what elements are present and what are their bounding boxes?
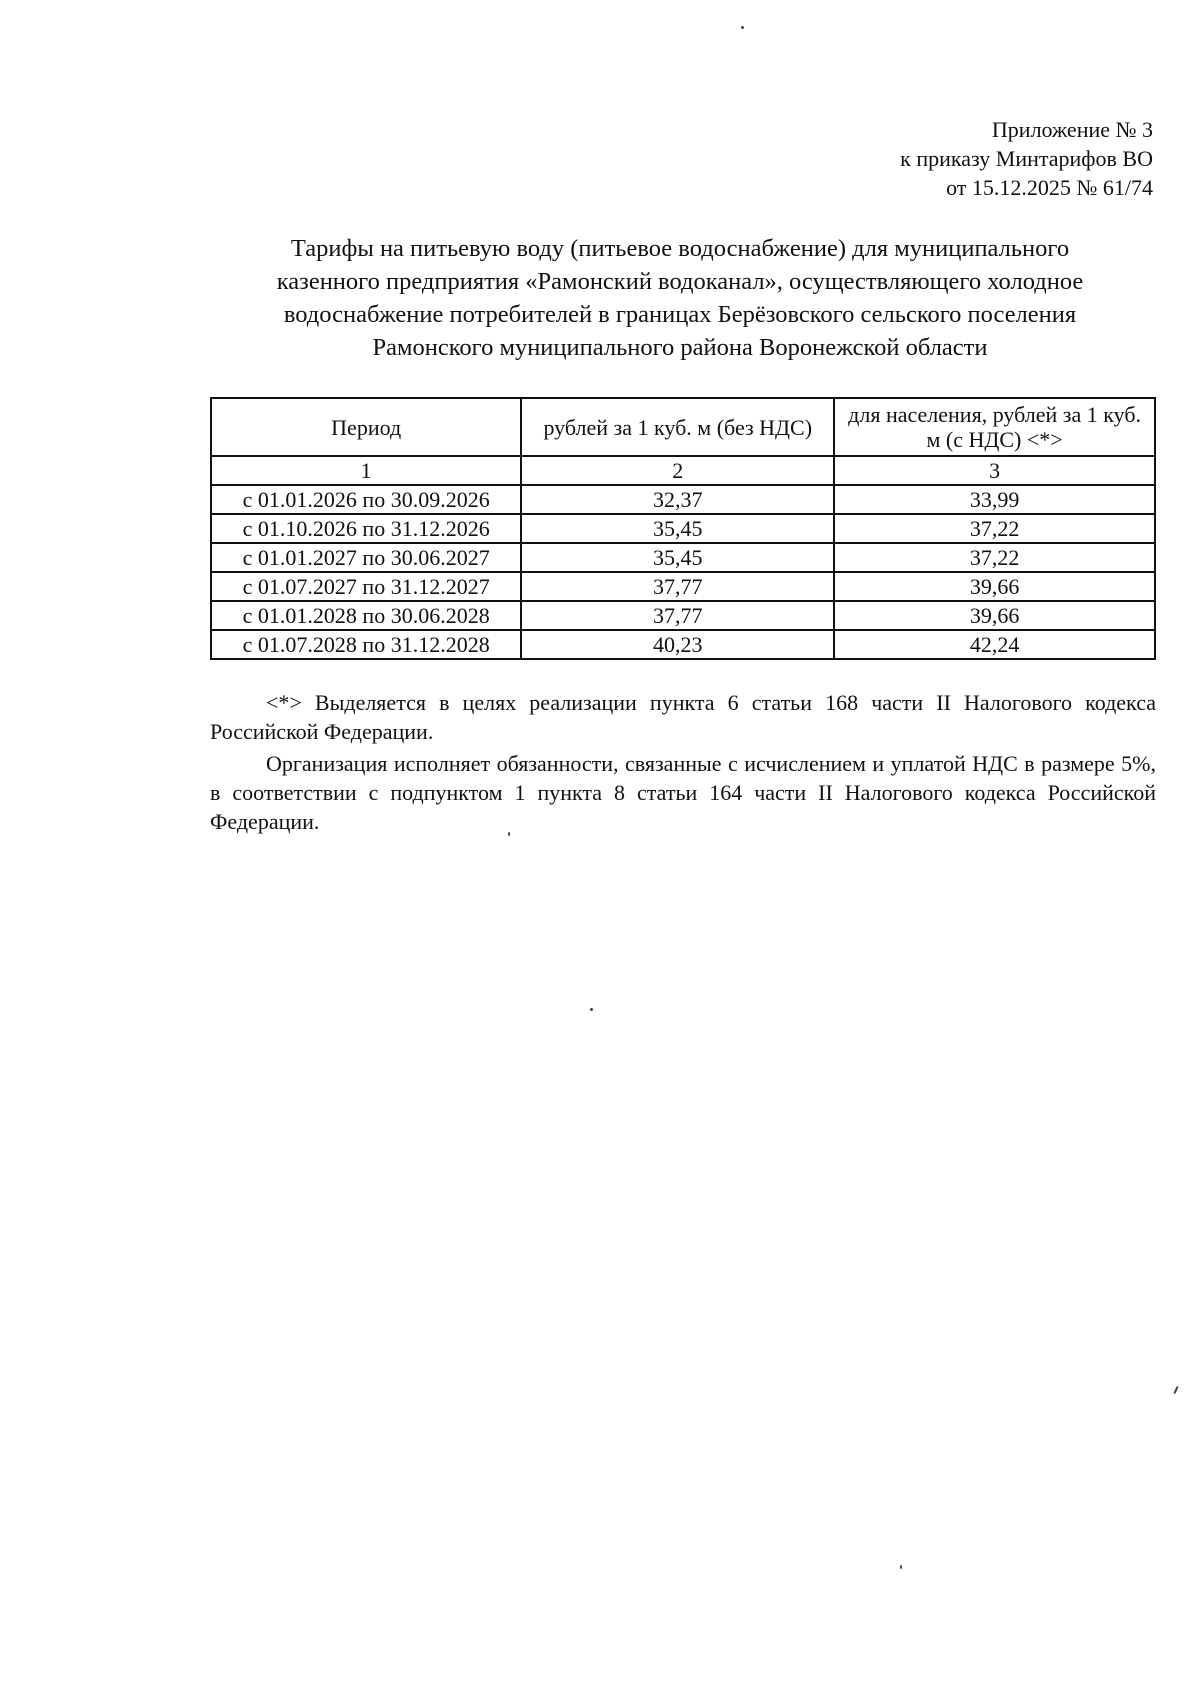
table-row bbox=[211, 572, 1155, 601]
title-line: водоснабжение потребителей в границах Берёзовского сельского поселения bbox=[283, 301, 1077, 328]
notes bbox=[210, 688, 1156, 839]
cell-period: с 01.10.2026 по 31.12.2026 bbox=[211, 514, 521, 543]
vat-note: Организация исполняет обязанности, связанные с исчислением и уплатой НДС в размере 5%, в соответствии с подпунктом 1 пункта 8 статьи 164 части II Налогового кодекса Российской Федерации. bbox=[210, 751, 1156, 834]
scan-speck bbox=[508, 832, 510, 836]
table-header-row bbox=[211, 398, 1155, 456]
attachment-order: к приказу Минтарифов ВО bbox=[900, 146, 1153, 171]
cell-vat: 39,66 bbox=[834, 601, 1155, 630]
cell-period: с 01.01.2028 по 30.06.2028 bbox=[211, 601, 521, 630]
cell-non-vat: 37,77 bbox=[521, 601, 834, 630]
cell-non-vat: 35,45 bbox=[521, 514, 834, 543]
scan-speck bbox=[590, 1008, 593, 1011]
scan-speck bbox=[1173, 1386, 1178, 1394]
cell-period: с 01.07.2027 по 31.12.2027 bbox=[211, 572, 521, 601]
attachment-number: Приложение № 3 bbox=[991, 117, 1153, 142]
document-title bbox=[200, 232, 1160, 364]
cell-non-vat: 40,23 bbox=[521, 630, 834, 659]
cell-non-vat: 37,77 bbox=[521, 572, 834, 601]
table-row bbox=[211, 514, 1155, 543]
footnote: <*> Выделяется в целях реализации пункта 6 статьи 168 части II Налогового кодекса Российской Федерации. bbox=[210, 690, 1156, 744]
table-row bbox=[211, 630, 1155, 659]
column-number-row bbox=[211, 456, 1155, 485]
scan-speck bbox=[741, 26, 744, 29]
cell-vat: 39,66 bbox=[834, 572, 1155, 601]
header-vat: для населения, рублей за 1 куб. м (с НДС) <*> bbox=[834, 398, 1155, 456]
cell-vat: 33,99 bbox=[834, 485, 1155, 514]
cell-period: с 01.07.2028 по 31.12.2028 bbox=[211, 630, 521, 659]
cell-vat: 37,22 bbox=[834, 514, 1155, 543]
title-line: казенного предприятия «Рамонский водоканал», осуществляющего холодное bbox=[276, 268, 1084, 295]
table-row bbox=[211, 601, 1155, 630]
cell-period: с 01.01.2026 по 30.09.2026 bbox=[211, 485, 521, 514]
cell-vat: 42,24 bbox=[834, 630, 1155, 659]
column-number: 1 bbox=[211, 456, 521, 485]
tariff-table bbox=[210, 397, 1156, 660]
header-period: Период bbox=[211, 398, 521, 456]
cell-non-vat: 35,45 bbox=[521, 543, 834, 572]
cell-vat: 37,22 bbox=[834, 543, 1155, 572]
title-line: Тарифы на питьевую воду (питьевое водоснабжение) для муниципального bbox=[290, 235, 1070, 262]
column-number: 2 bbox=[521, 456, 834, 485]
table-row bbox=[211, 543, 1155, 572]
column-number: 3 bbox=[834, 456, 1155, 485]
attachment-date: от 15.12.2025 № 61/74 bbox=[946, 175, 1153, 200]
header-non-vat: рублей за 1 куб. м (без НДС) bbox=[521, 398, 834, 456]
attachment-reference bbox=[900, 115, 1153, 202]
title-line: Рамонского муниципального района Воронежской области bbox=[372, 334, 988, 361]
cell-non-vat: 32,37 bbox=[521, 485, 834, 514]
cell-period: с 01.01.2027 по 30.06.2027 bbox=[211, 543, 521, 572]
scan-speck bbox=[900, 1565, 902, 1569]
table-row bbox=[211, 485, 1155, 514]
